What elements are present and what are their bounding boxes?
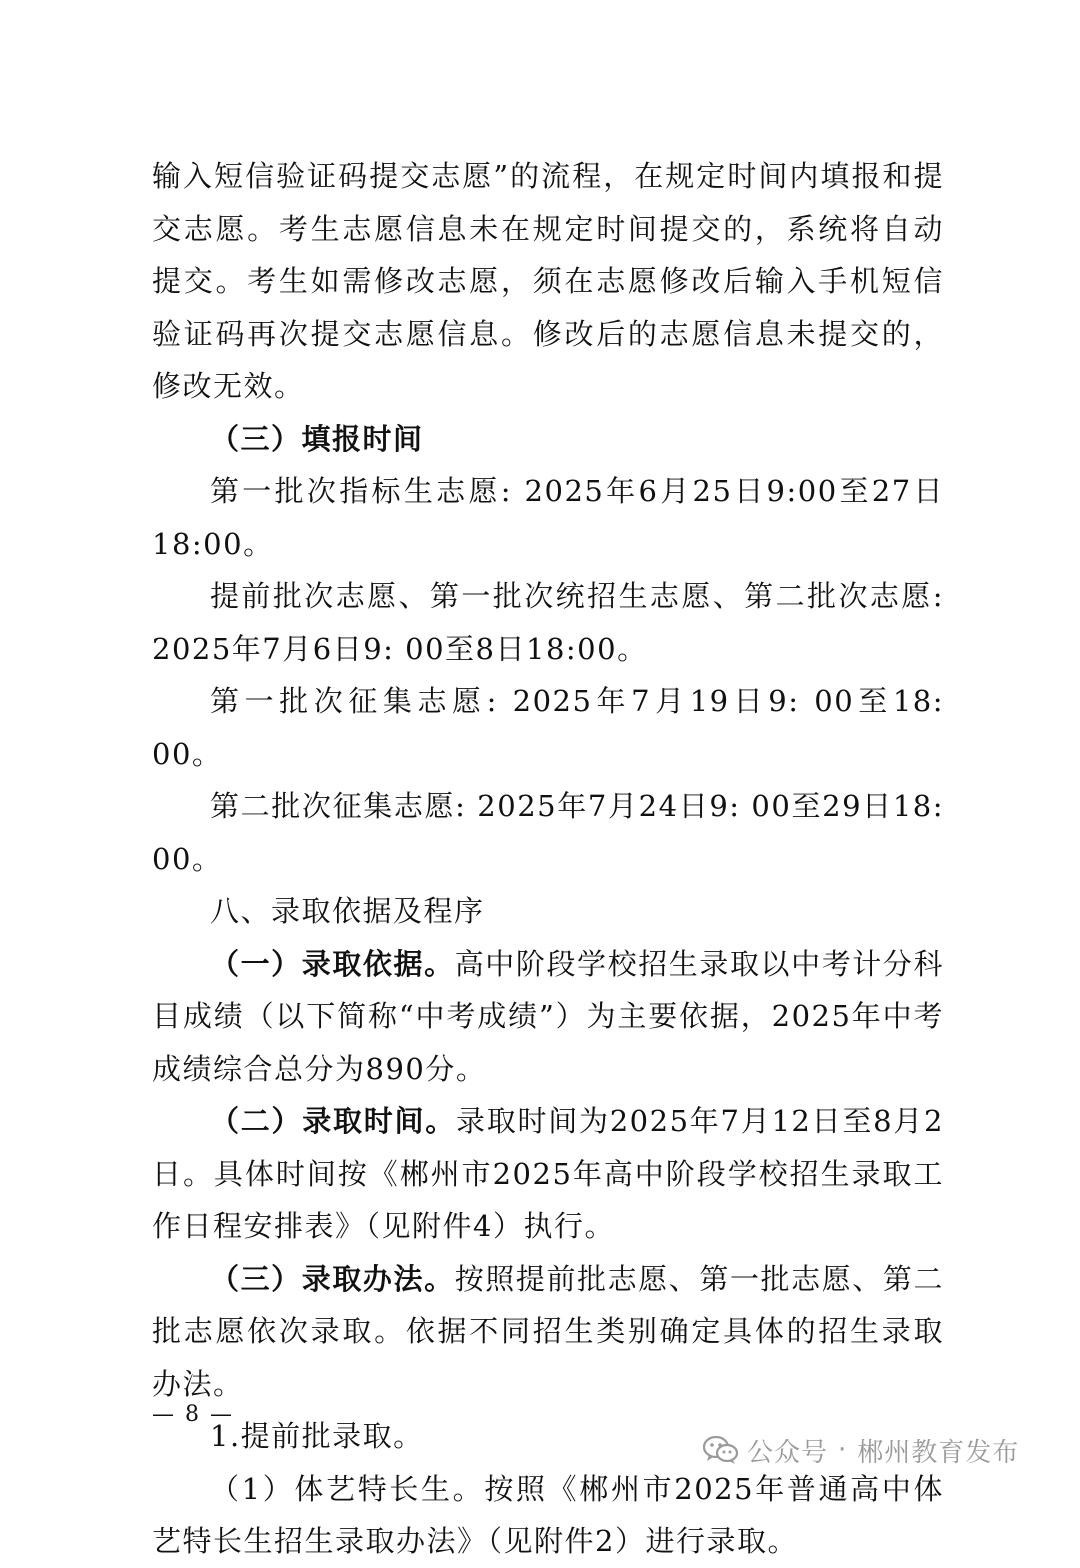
chapter-heading: 八、录取依据及程序 (210, 894, 485, 928)
wechat-icon (703, 1435, 739, 1465)
paragraph-text: 高中阶段学校招生录取以中考计分科目成绩（以下简称“中考成绩”）为主要依据，2025年中考成绩综合总分为890分。 (152, 946, 944, 1086)
paragraph-lead: （二）录取时间。 (210, 1104, 456, 1138)
watermark-source: 公众号 (747, 1437, 829, 1468)
paragraph (152, 1253, 944, 1411)
paragraph: 第二批次征集志愿: 2025年7月24日9: 00至29日18: 00。 (152, 789, 944, 876)
paragraph: 输入短信验证码提交志愿”的流程，在规定时间内填报和提交志愿。考生志愿信息未在规定时间提交的，系统将自动提交。考生如需修改志愿，须在志愿修改后输入手机短信验证码再次提交志愿信息。修改后的志愿信息未提交的，修改无效。 (152, 159, 944, 403)
paragraph: 提前批次志愿、第一批次统招生志愿、第二批次志愿: 2025年7月6日9: 00至8日18:00。 (152, 579, 944, 666)
watermark (703, 1428, 1019, 1472)
paragraph-text: 录取时间为2025年7月12日至8月2日。具体时间按《郴州市2025年高中阶段学校招生录取工作日程安排表》（见附件4）执行。 (152, 1104, 944, 1243)
paragraph: 1.提前批录取。 (210, 1419, 424, 1453)
paragraph: 第一批次征集志愿: 2025年7月19日9: 00至18: 00。 (152, 684, 944, 771)
paragraph (152, 1095, 944, 1253)
section-heading: （三）填报时间 (210, 421, 424, 456)
watermark-separator: · (838, 1435, 848, 1465)
paragraph-lead: （一）录取依据。 (210, 946, 455, 981)
page-number: — 8 — (152, 1402, 234, 1427)
paragraph-text: 按照提前批志愿、第一批志愿、第二批志愿依次录取。依据不同招生类别确定具体的招生录取办法。 (152, 1261, 944, 1401)
paragraph-lead: （三）录取办法。 (210, 1261, 455, 1296)
document-body (152, 150, 944, 1568)
paragraph (152, 938, 944, 1096)
watermark-account: 郴州教育发布 (857, 1437, 1020, 1468)
paragraph: （1）体艺特长生。按照《郴州市2025年普通高中体艺特长生招生录取办法》（见附件2）进行录取。 (152, 1471, 944, 1558)
paragraph: 第一批次指标生志愿: 2025年6月25日9:00至27日18:00。 (152, 474, 944, 561)
